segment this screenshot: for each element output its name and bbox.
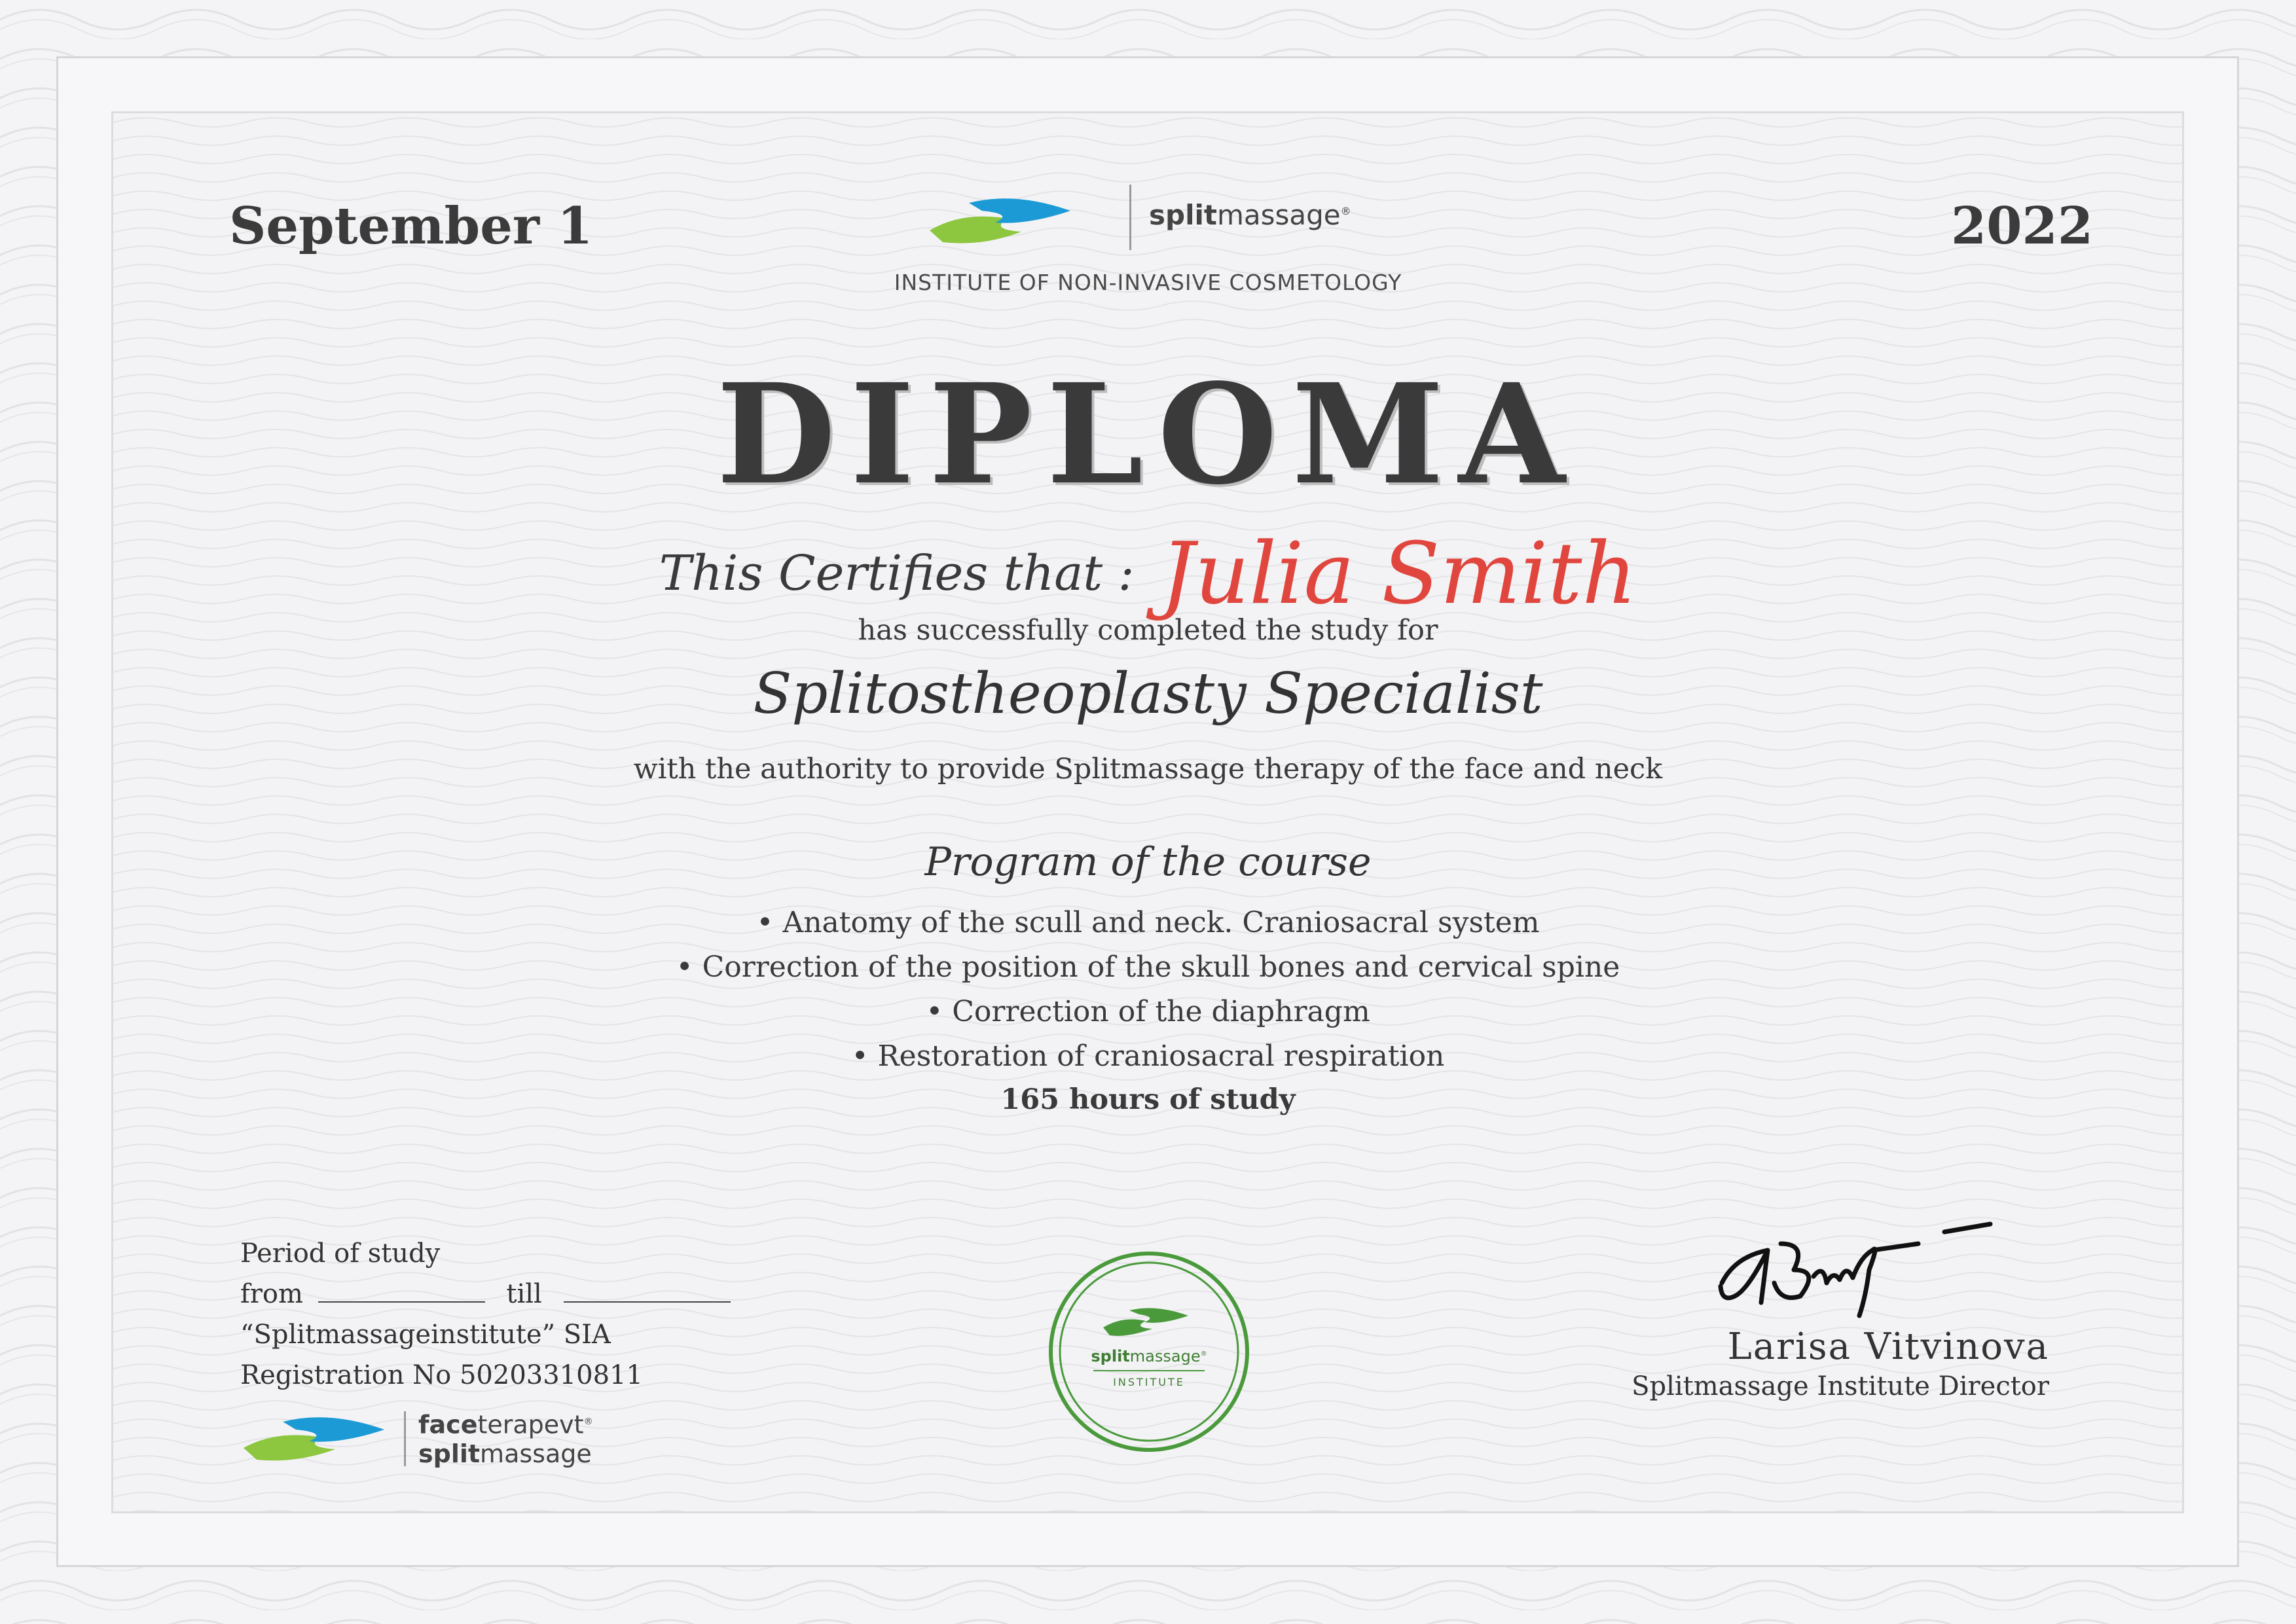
seal-wordmark [1048,1347,1250,1365]
institute-seal [1048,1250,1250,1453]
director-signature [1709,1204,2075,1335]
seal-subtitle: INSTITUTE [1113,1376,1185,1388]
till-label: till [506,1279,542,1309]
from-blank [318,1282,485,1303]
seal-reg: ® [1200,1350,1207,1358]
hands-logo-icon [240,1407,391,1466]
period-label: Period of study [240,1238,441,1269]
footer-reg: ® [583,1416,593,1427]
program-item: • Correction of the position of the skull bones and cervical spine [676,950,1620,984]
seal-brand-bold: split [1091,1347,1130,1365]
completed-line: has successfully completed the study for [858,614,1438,647]
program-item: • Anatomy of the scull and neck. Craniosacral system [756,906,1540,939]
diploma-title: DIPLOMA [716,353,1580,515]
specialty-title: Splitostheoplasty Specialist [753,661,1543,727]
program-item: • Correction of the diaphragm [926,995,1370,1028]
director-title: Splitmassage Institute Director [1631,1371,2049,1401]
brand-reg: ® [1340,205,1351,217]
institute-name: INSTITUTE OF NON-INVASIVE COSMETOLOGY [894,270,1402,295]
footer-line1-bold: face [418,1410,478,1439]
till-blank [564,1282,731,1303]
certifies-label: This Certifies that : [659,545,1135,602]
director-name: Larisa Vitvinova [1727,1326,2049,1368]
from-label: from [240,1279,303,1309]
company-name: “Splitmassageinstitute” SIA [240,1320,611,1350]
date-left: September 1 [229,196,593,256]
hours-line [0,1083,2296,1116]
logo-divider [1129,185,1131,250]
header-logo [923,185,1381,257]
brand-bold: split [1149,199,1217,231]
seal-brand-light: massage [1129,1347,1201,1365]
brand-light: massage [1216,199,1341,231]
footer-wordmark [418,1407,593,1468]
registration-number: Registration No 50203310811 [240,1360,643,1390]
brand-wordmark [1149,199,1351,231]
footer-line2-light: massage [480,1439,592,1468]
hands-logo-icon [923,185,1074,250]
authority-line: with the authority to provide Splitmassage therapy of the face and neck [633,753,1663,785]
recipient-name: Julia Smith [1160,524,1637,623]
hours-text: hours of study [1069,1083,1296,1116]
hours-number: 165 [1000,1083,1060,1116]
certifies-row [0,524,2296,623]
program-heading: Program of the course [924,839,1372,885]
footer-line2-bold: split [418,1439,481,1468]
program-item: • Restoration of craniosacral respiration [851,1039,1445,1073]
footer-logo [240,1407,646,1473]
logo-divider [404,1411,406,1466]
period-range [240,1279,731,1309]
date-right: 2022 [1951,196,2094,256]
footer-line1-light: terapevt [477,1410,584,1439]
